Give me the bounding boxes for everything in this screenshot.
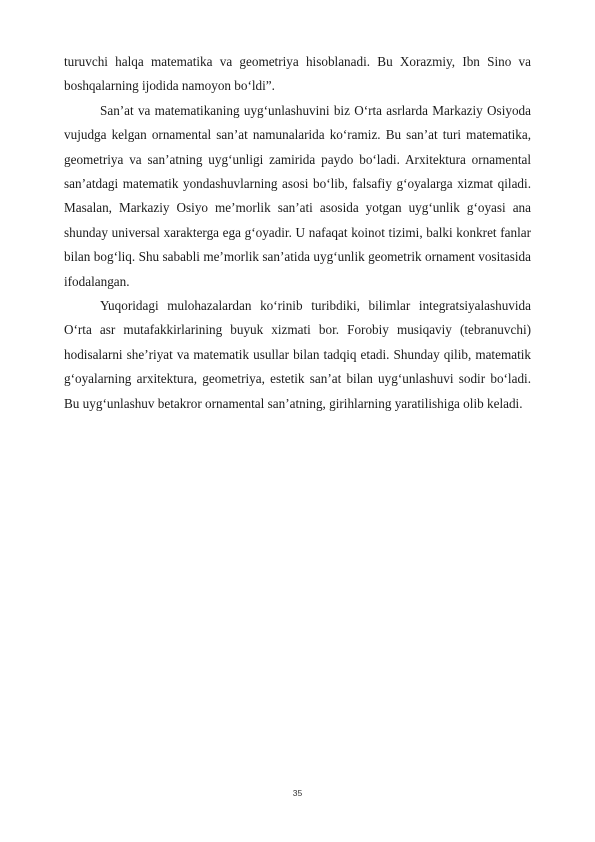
paragraph-1: turuvchi halqa matematika va geometriya hisoblanadi. Bu Xorazmiy, Ibn Sino va boshqalarning ijodida namoyon boʻldi”. <box>64 54 531 94</box>
page-number: 35 <box>292 788 303 798</box>
body-text <box>64 50 531 416</box>
paragraph-3: Yuqoridagi mulohazalardan koʻrinib turibdiki, bilimlar integratsiyalashuvida Oʻrta asr mutafakkirlarining buyuk xizmati bor. Forobiy musiqaviy (tebranuvchi) hodisalarni sheʼriyat va matematik usullar bilan tadqiq etadi. Shunday qilib, matematik gʻoyalarning arxitektura, geometriya, estetik sanʼat bilan uygʻunlashuvi sodir boʻladi. Bu uygʻunlashuv betakror ornamental sanʼatning, girihlarning yaratilishiga olib keladi. <box>64 298 531 411</box>
paragraph-2: Sanʼat va matematikaning uygʻunlashuvini biz Oʻrta asrlarda Markaziy Osiyoda vujudga kelgan ornamental sanʼat namunalarida koʻramiz. Bu sanʼat turi matematika, geometriya va sanʼatning uygʻunligi zamirida paydo boʻladi. Arxitektura ornamental sanʼatdagi matematik yondashuvlarning asosi boʻlib, falsafiy gʻoyalarga xizmat qiladi. Masalan, Markaziy Osiyo meʼmorlik sanʼati asosida yotgan uygʻunlik gʻoyasi ana shunday universal xarakterga ega gʻoyadir. U nafaqat koinot tizimi, balki konkret fanlar bilan bogʻliq. Shu sababli meʼmorlik sanʼatida uygʻunlik geometrik ornament vositasida ifodalangan. <box>64 102 531 289</box>
